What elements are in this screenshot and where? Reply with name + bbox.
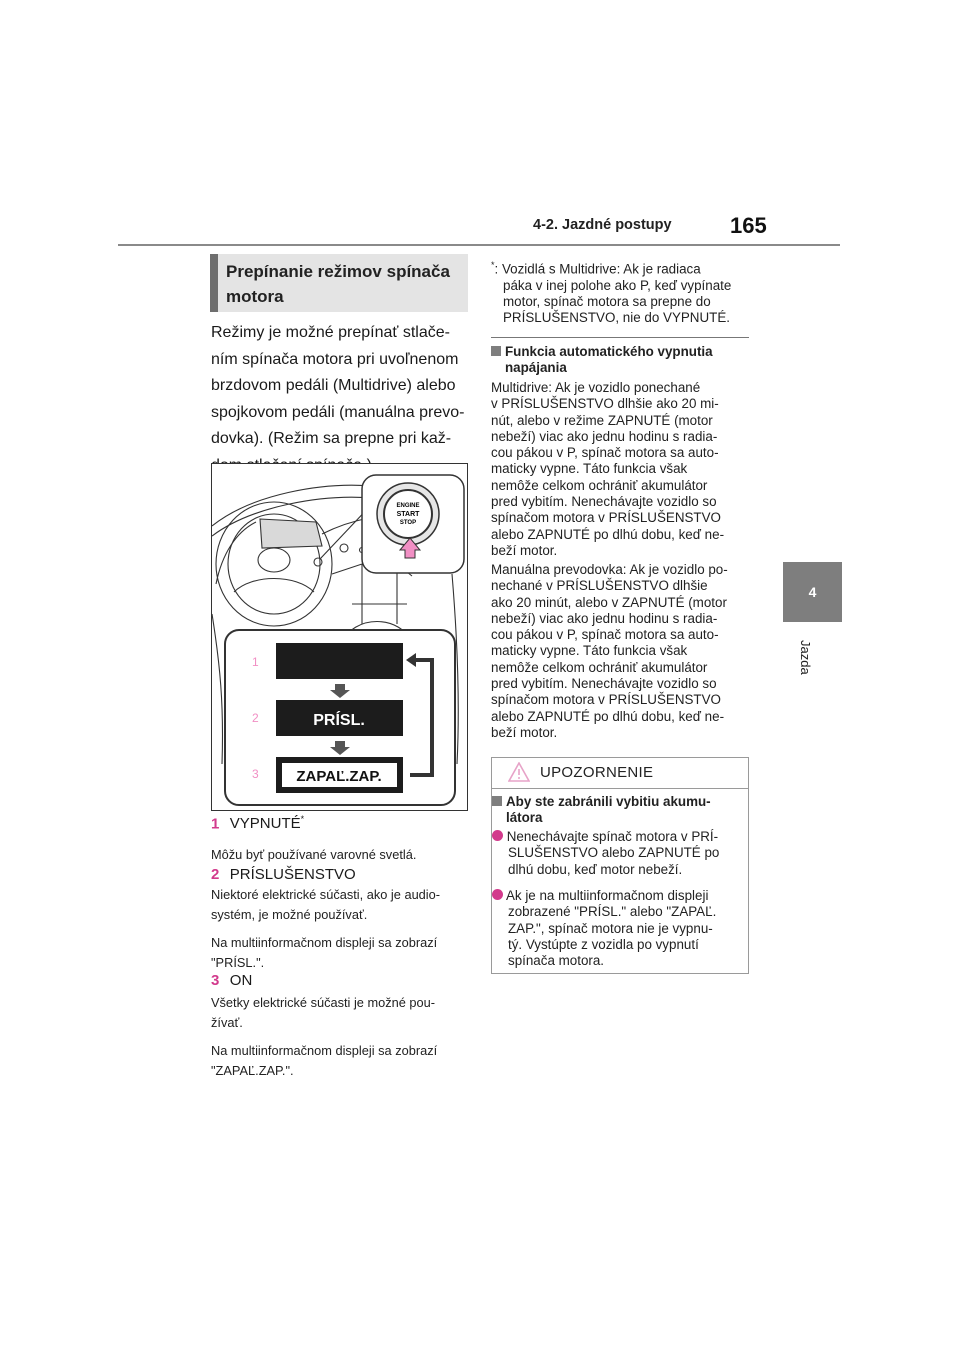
mode-3-notes bbox=[211, 993, 473, 1081]
para-line: ako 20 minút, alebo v ZAPNUTÉ (motor bbox=[491, 594, 727, 610]
mode-1-notes bbox=[211, 845, 473, 865]
para-line: maticky vypne. Táto funkcia však bbox=[491, 643, 688, 659]
auto-power-off-para-2 bbox=[491, 562, 749, 741]
footnote-line: páka v inej polohe ako P, keď vypínate bbox=[503, 277, 732, 293]
chapter-tab[interactable] bbox=[783, 562, 842, 622]
intro-line: Režimy je možné prepínať stlače- bbox=[211, 324, 450, 341]
intro-paragraph bbox=[211, 320, 473, 479]
note-line: "ZAPAĽ.ZAP.". bbox=[211, 1063, 294, 1078]
illustration-drawing bbox=[212, 464, 467, 810]
para-line: nút, alebo v režime ZAPNUTÉ (motor bbox=[491, 412, 713, 428]
para-line: spínačom motora v PRÍSLUŠENSTVO bbox=[491, 510, 721, 526]
para-line: beží motor. bbox=[491, 724, 558, 740]
mode-item-3 bbox=[211, 972, 473, 990]
warning-title: UPOZORNENIE bbox=[540, 764, 654, 781]
para-line: alebo ZAPNUTÉ po dlhú dobu, keď ne- bbox=[491, 526, 725, 542]
para-line: nechané v PRÍSLUŠENSTVO dlhšie bbox=[491, 578, 708, 594]
note-line: Všetky elektrické súčasti je možné pou- bbox=[211, 995, 436, 1010]
button-label-start: START bbox=[396, 511, 420, 518]
header-rule bbox=[118, 244, 840, 246]
note-line: žívať. bbox=[211, 1015, 243, 1030]
button-label-stop: STOP bbox=[399, 520, 417, 526]
warning-triangle-icon bbox=[508, 762, 530, 782]
intro-line: dovka). (Režim sa prepne pri kaž- bbox=[211, 430, 452, 447]
column-divider bbox=[491, 337, 749, 338]
bullet-line: tý. Vystúpte z vozidla po vypnutí bbox=[508, 936, 699, 952]
page-number: 165 bbox=[730, 213, 767, 238]
footnote-mark: * bbox=[491, 260, 495, 270]
heading-line: látora bbox=[506, 810, 543, 826]
intro-line: ním spínača motora pri uvoľnenom bbox=[211, 350, 459, 368]
note-line: Na multiinformačnom displeji sa zobrazí bbox=[211, 1043, 438, 1058]
warning-rule bbox=[492, 788, 748, 789]
intro-line: spojkovom pedáli (manuálna prevo- bbox=[211, 403, 465, 421]
footnote-line: motor, spínač motora sa prepne do bbox=[503, 294, 711, 310]
bullet-line: ZAP.", spínač motora nie je vypnu- bbox=[508, 920, 713, 936]
para-line: maticky vypne. Táto funkcia však bbox=[491, 461, 688, 477]
mode-title: VYPNUTÉ bbox=[229, 815, 301, 833]
para-line: cou pákou v P, spínač motora sa auto- bbox=[491, 445, 719, 461]
para-line: spínačom motora v PRÍSLUŠENSTVO bbox=[491, 692, 721, 708]
mode-item-1 bbox=[211, 814, 473, 833]
footnote-mark: * bbox=[300, 814, 305, 824]
mode-number: 3 bbox=[211, 972, 220, 989]
bullet-line: dlhú dobu, keď motor nebeží. bbox=[508, 861, 683, 877]
section-heading-line2: motora bbox=[226, 287, 284, 306]
step-number: 1 bbox=[252, 655, 259, 669]
para-line: cou pákou v P, spínač motora sa auto- bbox=[491, 627, 719, 643]
mode-title: PRÍSLUŠENSTVO bbox=[229, 866, 356, 883]
mode-number: 1 bbox=[211, 815, 220, 833]
para-line: Manuálna prevodovka: Ak je vozidlo po- bbox=[491, 562, 728, 577]
chapter-label-text: Jazda bbox=[798, 640, 813, 675]
chapter-number: 4 bbox=[808, 584, 817, 600]
para-line: v PRÍSLUŠENSTVO dlhšie ako 20 mi- bbox=[491, 396, 719, 412]
section-title: 4-2. Jazdné postupy bbox=[533, 217, 672, 233]
warning-header bbox=[492, 758, 748, 788]
display-on-text: ZAPAĽ.ZAP. bbox=[296, 768, 382, 785]
note-line: "PRÍSL.". bbox=[211, 955, 265, 970]
section-heading-line1: Prepínanie režimov spínača bbox=[226, 262, 450, 281]
heading-line: Funkcia automatického vypnutia bbox=[505, 344, 713, 359]
warning-bullet-1 bbox=[492, 829, 744, 878]
footnote-line: PRÍSLUŠENSTVO, nie do VYPNUTÉ. bbox=[503, 310, 730, 326]
intro-line: brzdovom pedáli (Multidrive) alebo bbox=[211, 377, 456, 394]
display-acc-text: PRÍSL. bbox=[313, 712, 365, 729]
heading-line: napájania bbox=[505, 360, 567, 376]
auto-power-off-heading bbox=[491, 344, 749, 377]
bullet-line: spínača motora. bbox=[508, 953, 605, 969]
bullet-line: Ak je na multiinformačnom displeji bbox=[505, 888, 709, 903]
footnote-line: : Vozidlá s Multidrive: Ak je radiaca bbox=[494, 261, 701, 277]
note-line: Na multiinformačnom displeji sa zobrazí bbox=[211, 935, 438, 950]
mode-title: ON bbox=[229, 972, 253, 989]
footnote bbox=[491, 257, 749, 327]
mode-2-notes bbox=[211, 885, 473, 973]
para-line: Multidrive: Ak je vozidlo ponechané bbox=[491, 380, 701, 395]
button-label-engine: ENGINE bbox=[396, 503, 420, 509]
para-line: beží motor. bbox=[491, 542, 558, 558]
para-line: pred vybitím. Nenechávajte vozidlo so bbox=[491, 676, 717, 692]
warning-box bbox=[491, 757, 749, 974]
heading-line: Aby ste zabránili vybitiu akumu- bbox=[506, 794, 711, 809]
auto-power-off-para-1 bbox=[491, 380, 749, 559]
warning-heading bbox=[492, 794, 742, 827]
mode-item-2 bbox=[211, 866, 473, 884]
para-line: nemôže celkom ochrániť akumulátor bbox=[491, 477, 708, 493]
mode-number: 2 bbox=[211, 866, 220, 883]
chapter-label bbox=[773, 640, 853, 700]
bullet-icon bbox=[492, 830, 503, 841]
square-bullet-icon bbox=[491, 346, 501, 356]
bullet-line: Nenechávajte spínač motora v PRÍ- bbox=[506, 829, 719, 844]
note-line: Môžu byť používané varovné svetlá. bbox=[211, 847, 417, 862]
step-number: 3 bbox=[252, 767, 259, 781]
bullet-icon bbox=[492, 889, 503, 900]
para-line: alebo ZAPNUTÉ po dlhú dobu, keď ne- bbox=[491, 708, 725, 724]
warning-bullet-2 bbox=[492, 888, 744, 969]
bullet-line: zobrazené "PRÍSL." alebo "ZAPAĽ. bbox=[508, 904, 717, 920]
para-line: pred vybitím. Nenechávajte vozidlo so bbox=[491, 494, 717, 510]
section-heading bbox=[210, 254, 468, 312]
para-line: nemôže celkom ochrániť akumulátor bbox=[491, 659, 708, 675]
note-line: systém, je možné používať. bbox=[211, 907, 368, 922]
note-line: Niektoré elektrické súčasti, ako je audio- bbox=[211, 887, 441, 902]
para-line: nebeží) viac ako jednu hodinu s radia- bbox=[491, 428, 718, 444]
bullet-line: SLUŠENSTVO alebo ZAPNUTÉ po bbox=[508, 845, 720, 861]
engine-switch-illustration bbox=[211, 463, 468, 811]
step-number: 2 bbox=[252, 711, 259, 725]
square-bullet-icon bbox=[492, 796, 502, 806]
para-line: nebeží) viac ako jednu hodinu s radia- bbox=[491, 610, 718, 626]
display-off bbox=[276, 643, 403, 679]
